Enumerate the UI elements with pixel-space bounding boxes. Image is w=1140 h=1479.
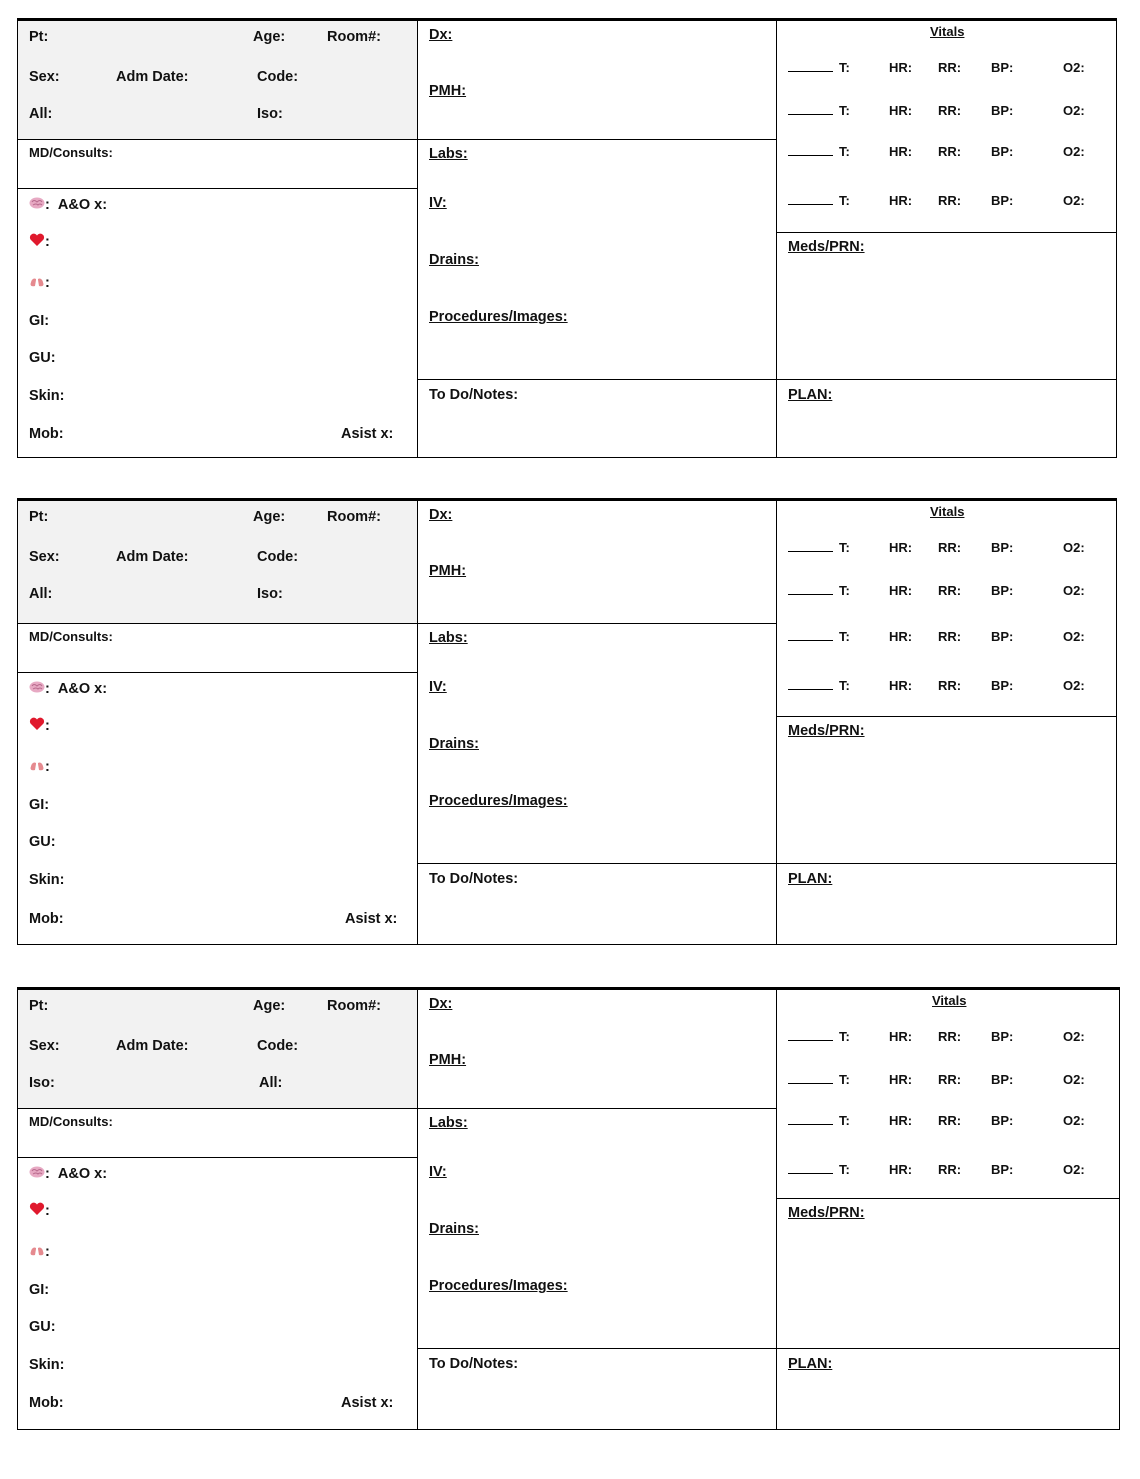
vitals-o2: O2:: [1063, 583, 1085, 598]
skin-label: Skin:: [29, 1357, 65, 1373]
vitals-o2: O2:: [1063, 1113, 1085, 1128]
neuro-row: : A&O x:: [29, 680, 107, 697]
vitals-t: T:: [788, 678, 850, 693]
vitals-hr: HR:: [889, 1072, 913, 1087]
procedures-label: Procedures/Images:: [429, 1278, 568, 1294]
labs-label: Labs:: [429, 630, 468, 646]
mob-label: Mob:: [29, 426, 64, 442]
vitals-hr: HR:: [889, 583, 913, 598]
patient-sheet-3: [17, 987, 1120, 1430]
vitals-bp: BP:: [991, 193, 1014, 208]
labs-label: Labs:: [429, 146, 468, 162]
room-label: Room#:: [327, 29, 381, 45]
vitals-hr: HR:: [889, 540, 913, 555]
vitals-bp: BP:: [991, 583, 1014, 598]
pt-label: Pt:: [29, 29, 49, 45]
room-label: Room#:: [327, 998, 381, 1014]
vitals-o2: O2:: [1063, 678, 1085, 693]
divider: [777, 232, 1116, 233]
gu-label: GU:: [29, 1319, 56, 1335]
vitals-o2: O2:: [1063, 1029, 1085, 1044]
vitals-column: [777, 990, 1119, 1429]
allergies-label: All:: [259, 1075, 283, 1091]
respiratory-row: :: [29, 274, 50, 291]
vitals-rr: RR:: [938, 1029, 962, 1044]
vitals-rr: RR:: [938, 1162, 962, 1177]
vitals-title: Vitals: [932, 993, 967, 1008]
vitals-bp: BP:: [991, 1072, 1014, 1087]
vitals-o2: O2:: [1063, 103, 1085, 118]
neuro-row: : A&O x:: [29, 196, 107, 213]
divider: [418, 1108, 776, 1109]
vitals-rr: RR:: [938, 540, 962, 555]
drains-label: Drains:: [429, 736, 479, 752]
skin-label: Skin:: [29, 388, 65, 404]
gu-label: GU:: [29, 350, 56, 366]
allergies-label: All:: [29, 106, 53, 122]
vitals-rr: RR:: [938, 193, 962, 208]
divider: [418, 1348, 776, 1349]
labs-label: Labs:: [429, 1115, 468, 1131]
vitals-rr: RR:: [938, 103, 962, 118]
vitals-t: T:: [788, 1072, 850, 1087]
vitals-rr: RR:: [938, 60, 962, 75]
divider: [777, 1198, 1119, 1199]
neuro-row: : A&O x:: [29, 1165, 107, 1182]
patient-sheet-2: [17, 498, 1117, 945]
gi-label: GI:: [29, 1282, 50, 1298]
gu-label: GU:: [29, 834, 56, 850]
ao-label: A&O x:: [57, 681, 108, 697]
ao-label: A&O x:: [57, 1166, 108, 1182]
code-label: Code:: [257, 1038, 299, 1054]
vitals-bp: BP:: [991, 1029, 1014, 1044]
md-consults-label: MD/Consults:: [29, 1114, 113, 1129]
pmh-label: PMH:: [429, 563, 467, 579]
md-consults-label: MD/Consults:: [29, 629, 113, 644]
divider: [777, 379, 1116, 380]
adm-date-label: Adm Date:: [116, 1038, 189, 1054]
divider: [18, 188, 417, 189]
vitals-t: T:: [788, 103, 850, 118]
vitals-title: Vitals: [930, 504, 965, 519]
heart-icon: [29, 233, 45, 247]
vitals-bp: BP:: [991, 144, 1014, 159]
patient-info-column: [18, 990, 418, 1429]
vitals-hr: HR:: [889, 1162, 913, 1177]
divider: [777, 863, 1116, 864]
dx-label: Dx:: [429, 27, 453, 43]
vitals-t: T:: [788, 193, 850, 208]
plan-label: PLAN:: [788, 387, 833, 403]
clinical-column: [418, 501, 777, 944]
procedures-label: Procedures/Images:: [429, 309, 568, 325]
skin-label: Skin:: [29, 872, 65, 888]
adm-date-label: Adm Date:: [116, 69, 189, 85]
vitals-bp: BP:: [991, 540, 1014, 555]
vitals-o2: O2:: [1063, 629, 1085, 644]
clinical-column: [418, 990, 777, 1429]
age-label: Age:: [253, 509, 286, 525]
vitals-rr: RR:: [938, 144, 962, 159]
vitals-t: T:: [788, 1162, 850, 1177]
vitals-hr: HR:: [889, 60, 913, 75]
allergies-label: All:: [29, 586, 53, 602]
pt-label: Pt:: [29, 509, 49, 525]
drains-label: Drains:: [429, 1221, 479, 1237]
respiratory-row: :: [29, 1243, 50, 1260]
patient-info-column: [18, 501, 418, 944]
vitals-column: [777, 501, 1116, 944]
vitals-bp: BP:: [991, 629, 1014, 644]
assist-label: Asist x:: [341, 1395, 394, 1411]
lungs-icon: [29, 758, 45, 772]
vitals-rr: RR:: [938, 678, 962, 693]
meds-prn-label: Meds/PRN:: [788, 1205, 865, 1221]
vitals-bp: BP:: [991, 103, 1014, 118]
respiratory-row: :: [29, 758, 50, 775]
gi-label: GI:: [29, 313, 50, 329]
iv-label: IV:: [429, 1164, 447, 1180]
ao-label: A&O x:: [57, 197, 108, 213]
plan-label: PLAN:: [788, 871, 833, 887]
assist-label: Asist x:: [341, 426, 394, 442]
meds-prn-label: Meds/PRN:: [788, 239, 865, 255]
dx-label: Dx:: [429, 507, 453, 523]
sex-label: Sex:: [29, 69, 60, 85]
divider: [777, 716, 1116, 717]
age-label: Age:: [253, 998, 286, 1014]
cardiac-row: :: [29, 717, 50, 734]
vitals-rr: RR:: [938, 1072, 962, 1087]
todo-label: To Do/Notes:: [429, 387, 519, 403]
vitals-t: T:: [788, 1113, 850, 1128]
patient-info-column: [18, 21, 418, 457]
vitals-rr: RR:: [938, 1113, 962, 1128]
cardiac-row: :: [29, 233, 50, 250]
cardiac-row: :: [29, 1202, 50, 1219]
isolation-label: Iso:: [29, 1075, 55, 1091]
vitals-bp: BP:: [991, 1113, 1014, 1128]
vitals-t: T:: [788, 540, 850, 555]
vitals-hr: HR:: [889, 1113, 913, 1128]
vitals-t: T:: [788, 60, 850, 75]
brain-icon: [29, 680, 45, 694]
vitals-o2: O2:: [1063, 193, 1085, 208]
divider: [18, 1157, 417, 1158]
pt-label: Pt:: [29, 998, 49, 1014]
vitals-hr: HR:: [889, 103, 913, 118]
heart-icon: [29, 1202, 45, 1216]
vitals-o2: O2:: [1063, 1162, 1085, 1177]
md-consults-label: MD/Consults:: [29, 145, 113, 160]
divider: [418, 623, 776, 624]
vitals-bp: BP:: [991, 678, 1014, 693]
isolation-label: Iso:: [257, 106, 283, 122]
dx-label: Dx:: [429, 996, 453, 1012]
clinical-column: [418, 21, 777, 457]
lungs-icon: [29, 274, 45, 288]
sex-label: Sex:: [29, 549, 60, 565]
vitals-title: Vitals: [930, 24, 965, 39]
sex-label: Sex:: [29, 1038, 60, 1054]
mob-label: Mob:: [29, 911, 64, 927]
vitals-t: T:: [788, 1029, 850, 1044]
adm-date-label: Adm Date:: [116, 549, 189, 565]
divider: [418, 863, 776, 864]
heart-icon: [29, 717, 45, 731]
divider: [418, 139, 776, 140]
vitals-t: T:: [788, 144, 850, 159]
divider: [18, 672, 417, 673]
mob-label: Mob:: [29, 1395, 64, 1411]
plan-label: PLAN:: [788, 1356, 833, 1372]
iv-label: IV:: [429, 679, 447, 695]
vitals-rr: RR:: [938, 629, 962, 644]
vitals-column: [777, 21, 1116, 457]
vitals-o2: O2:: [1063, 144, 1085, 159]
code-label: Code:: [257, 549, 299, 565]
gi-label: GI:: [29, 797, 50, 813]
vitals-t: T:: [788, 583, 850, 598]
vitals-bp: BP:: [991, 1162, 1014, 1177]
brain-icon: [29, 1165, 45, 1179]
vitals-hr: HR:: [889, 1029, 913, 1044]
vitals-o2: O2:: [1063, 60, 1085, 75]
vitals-t: T:: [788, 629, 850, 644]
room-label: Room#:: [327, 509, 381, 525]
todo-label: To Do/Notes:: [429, 871, 519, 887]
code-label: Code:: [257, 69, 299, 85]
divider: [418, 379, 776, 380]
pmh-label: PMH:: [429, 83, 467, 99]
age-label: Age:: [253, 29, 286, 45]
lungs-icon: [29, 1243, 45, 1257]
pmh-label: PMH:: [429, 1052, 467, 1068]
brain-icon: [29, 196, 45, 210]
vitals-o2: O2:: [1063, 540, 1085, 555]
divider: [777, 1348, 1119, 1349]
vitals-rr: RR:: [938, 583, 962, 598]
meds-prn-label: Meds/PRN:: [788, 723, 865, 739]
vitals-bp: BP:: [991, 60, 1014, 75]
assist-label: Asist x:: [345, 911, 398, 927]
isolation-label: Iso:: [257, 586, 283, 602]
procedures-label: Procedures/Images:: [429, 793, 568, 809]
vitals-hr: HR:: [889, 193, 913, 208]
patient-sheet-1: [17, 18, 1117, 458]
vitals-o2: O2:: [1063, 1072, 1085, 1087]
vitals-hr: HR:: [889, 629, 913, 644]
iv-label: IV:: [429, 195, 447, 211]
vitals-hr: HR:: [889, 144, 913, 159]
vitals-hr: HR:: [889, 678, 913, 693]
drains-label: Drains:: [429, 252, 479, 268]
todo-label: To Do/Notes:: [429, 1356, 519, 1372]
